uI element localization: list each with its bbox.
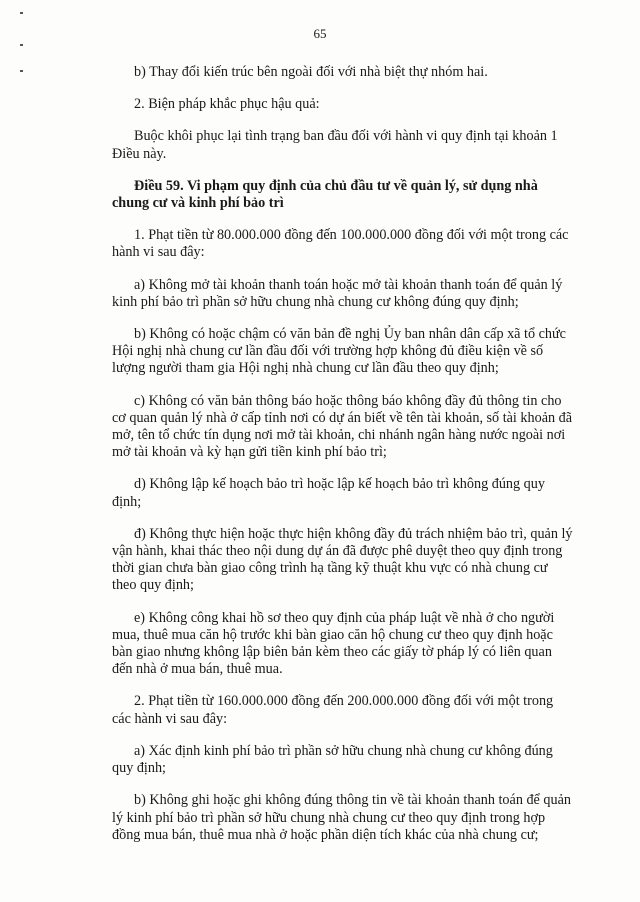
document-body xyxy=(112,64,574,859)
paragraph-1a: a) Không mở tài khoản thanh toán hoặc mở tài khoản thanh toán để quản lý kinh phí bảo trì phần sở hữu chung nhà chung cư không đúng quy định; xyxy=(112,276,563,310)
margin-marks xyxy=(20,12,26,92)
paragraph-remedy-title: 2. Biện pháp khắc phục hậu quả: xyxy=(134,96,320,113)
paragraph-2a: a) Xác định kinh phí bảo trì phần sở hữu chung nhà chung cư không đúng quy định; xyxy=(112,742,553,777)
paragraph-1b: b) Không có hoặc chậm có văn bản đề nghị Ủy ban nhân dân cấp xã tổ chức Hội nghị nhà chung cư lần đầu đối với trường hợp không đủ điều kiện về số lượng người tham gia Hội nghị nhà chung cư lần đầu theo quy định; xyxy=(112,326,566,377)
paragraph-1dd: đ) Không thực hiện hoặc thực hiện không đầy đủ trách nhiệm bảo trì, quản lý vận hành, khai thác theo nội dung dự án đã được phê duyệt theo quy định trong thời gian chưa bàn giao công trình hạ tầng kỹ thuật khu vực có nhà chung cư theo quy định; xyxy=(112,525,573,594)
paragraph-1e: e) Không công khai hồ sơ theo quy định của pháp luật về nhà ở cho người mua, thuê mua căn hộ trước khi bàn giao căn hộ chung cư theo quy định hoặc bàn giao nhưng không lập biên bản kèm theo các giấy tờ pháp lý có liên quan đến nhà ở mua bán, thuê mua. xyxy=(112,609,555,678)
paragraph-1c: c) Không có văn bản thông báo hoặc thông báo không đầy đủ thông tin cho cơ quan quản lý nhà ở cấp tỉnh nơi có dự án biết về tên tài khoản, số tài khoản đã mở, tên tổ chức tín dụng nơi mở tài khoản, chi nhánh ngân hàng nước ngoài nơi mở tài khoản và kỳ hạn gửi tiền kinh phí bảo trì; xyxy=(112,392,573,461)
paragraph-fine-1: 1. Phạt tiền từ 80.000.000 đồng đến 100.000.000 đồng đối với một trong các hành vi sau đây: xyxy=(112,227,569,261)
article-59-heading: Điều 59. Vi phạm quy định của chủ đầu tư về quản lý, sử dụng nhà chung cư và kinh phí bảo trì xyxy=(112,177,538,212)
paragraph-fine-2: 2. Phạt tiền từ 160.000.000 đồng đến 200.000.000 đồng đối với một trong các hành vi sau đây: xyxy=(112,693,554,727)
paragraph-1d: d) Không lập kế hoạch bảo trì hoặc lập kế hoạch bảo trì không đúng quy định; xyxy=(112,476,545,510)
paragraph-b-villa-architecture: b) Thay đổi kiến trúc bên ngoài đối với nhà biệt thự nhóm hai. xyxy=(134,64,488,80)
paragraph-2b: b) Không ghi hoặc ghi không đúng thông tin về tài khoản thanh toán để quản lý kinh phí bảo trì phần sở hữu chung nhà chung cư theo quy định trong hợp đồng mua bán, thuê mua nhà ở hoặc phần diện tích khác của nhà chung cư; xyxy=(112,792,571,843)
page-number: 65 xyxy=(313,26,327,41)
paragraph-remedy-body: Buộc khôi phục lại tình trạng ban đầu đối với hành vi quy định tại khoản 1 Điều này. xyxy=(112,128,558,162)
